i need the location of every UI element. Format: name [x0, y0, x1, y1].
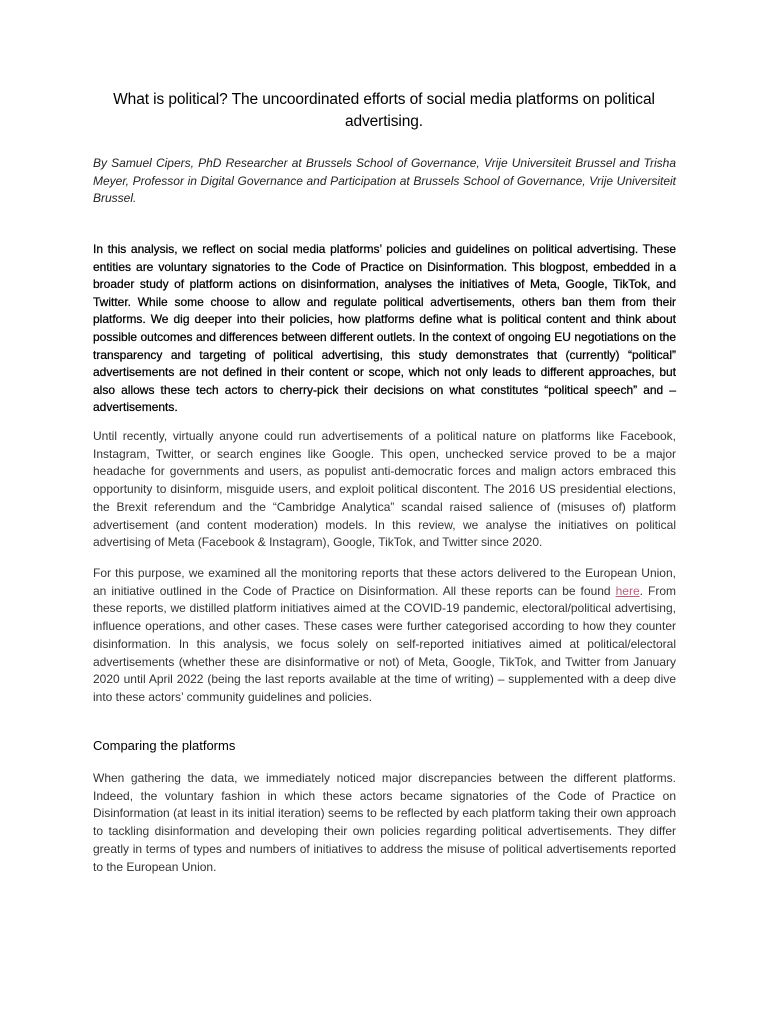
paragraph-2-text-end: . From these reports, we distilled platform initiatives aimed at the COVID-19 pandemic, electoral/political advertising, influence operations, and other cases. These cases were further categorised according to how they counter disinformation. In this analysis, we focus solely on self-reported initiatives aimed at political/electoral advertisements (whether these are disinformative or not) of Meta, Google, TikTok, and Twitter from January 2020 until April 2022 (being the last reports available at the time of writing) – supplemented with a deep dive into these actors’ community guidelines and policies.	[93, 583, 676, 704]
body-paragraph-2	[93, 565, 676, 707]
paragraph-2-text-start: For this purpose, we examined all the monitoring reports that these actors delivered to the European Union, an initiative outlined in the Code of Practice on Disinformation. All these reports can be found	[93, 566, 676, 598]
abstract-paragraph: In this analysis, we reflect on social media platforms’ policies and guidelines on political advertising. These entities are voluntary signatories to the Code of Practice on Disinformation. This blogpost, embedded in a broader study of platform actions on disinformation, analyses the initiatives of Meta, Google, TikTok, and Twitter. While some choose to allow and regulate political advertisements, others ban them from their platforms. We dig deeper into their policies, how platforms define what is political content and think about possible outcomes and differences between different outlets. In the context of ongoing EU negotiations on the transparency and targeting of political advertising, this study demonstrates that (currently) “political” advertisements are not defined in their content or scope, which not only leads to different approaches, but also allows these tech actors to cherry-pick their decisions on what constitutes “political speech” and – advertisements.	[93, 242, 676, 415]
document-title: What is political? The uncoordinated efforts of social media platforms on political advertising.	[113, 91, 655, 130]
section-heading: Comparing the platforms	[93, 738, 236, 753]
body-paragraph-3: When gathering the data, we immediately noticed major discrepancies between the different platforms. Indeed, the voluntary fashion in which these actors became signatories of the Code of Practice on Disinformation (at least in its initial iteration) seems to be reflected by each platform taking their own approach to tackling disinformation and developing their own policies regarding political advertisements. They differ greatly in terms of types and numbers of initiatives to address the misuse of political advertisements reported to the European Union.	[93, 771, 676, 874]
body-paragraph-1: Until recently, virtually anyone could run advertisements of a political nature on platforms like Facebook, Instagram, Twitter, or search engines like Google. This open, unchecked service proved to be a major headache for governments and users, as populist anti-democratic forces and malign actors embraced this opportunity to disinform, misguide users, and exploit political discontent. The 2016 US presidential elections, the Brexit referendum and the “Cambridge Analytica” scandal raised salience of (misuses of) platform advertisement (and content moderation) models. In this review, we analyse the initiatives on political advertising of Meta (Facebook & Instagram), Google, TikTok, and Twitter since 2020.	[93, 429, 676, 550]
reports-link[interactable]: here	[615, 583, 640, 598]
author-byline: By Samuel Cipers, PhD Researcher at Brussels School of Governance, Vrije Universiteit Brussel and Trisha Meyer, Professor in Digital Governance and Participation at Brussels School of Governance, Vrije Universiteit Brussel.	[93, 156, 676, 205]
